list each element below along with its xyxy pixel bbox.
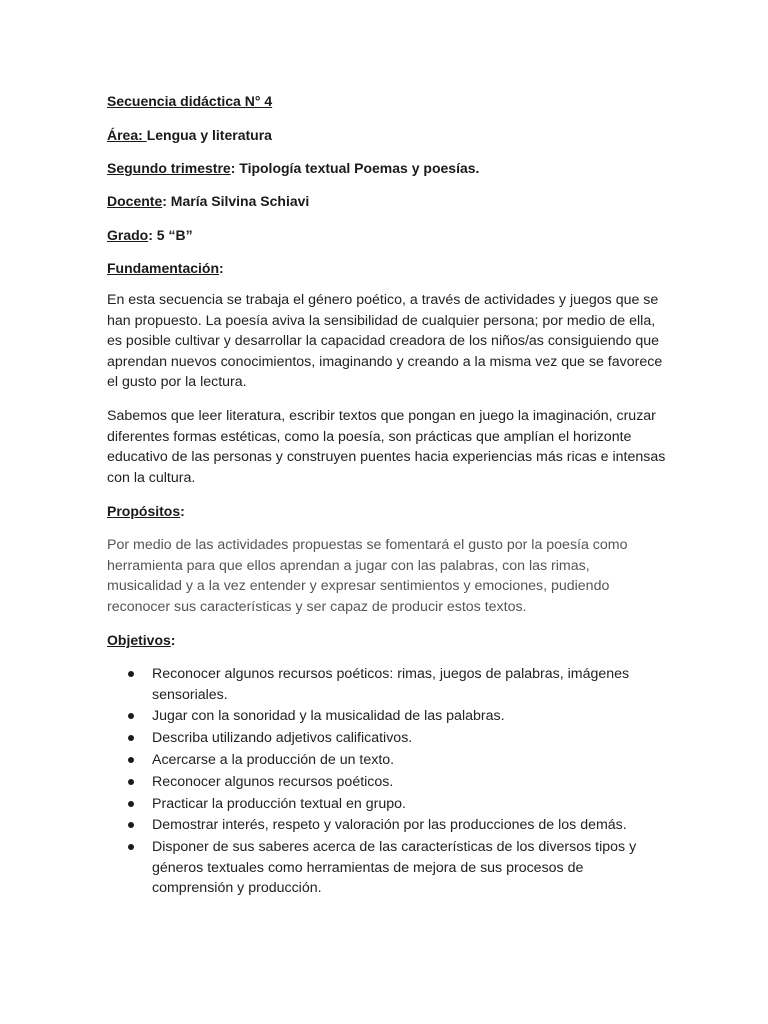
bullet-icon — [128, 757, 134, 763]
list-item — [107, 837, 667, 899]
bullet-icon — [128, 713, 134, 719]
grade-separator: : — [148, 227, 157, 243]
list-item — [107, 750, 667, 771]
term-line — [107, 159, 479, 177]
teacher-line — [107, 192, 309, 210]
term-separator: : — [230, 160, 240, 176]
objetivo-text: Disponer de sus saberes acerca de las características de los diversos tipos y géneros textuales como herramientas de mejora de sus procesos de comprensión y producción. — [152, 839, 637, 897]
bullet-icon — [128, 801, 134, 807]
propositos-paragraph: Por medio de las actividades propuestas se fomentará el gusto por la poesía como herramienta para que ellos aprendan a jugar con las palabras, con las rimas, musicalidad y a la vez entender y expresar sentimientos y emociones, pudiendo reconocer sus características y ser capaz de producir estos textos. — [107, 537, 628, 615]
objetivo-text: Practicar la producción textual en grupo. — [152, 795, 406, 812]
sequence-title-text: Secuencia didáctica N° 4 — [107, 93, 273, 109]
list-item — [107, 706, 667, 727]
term-value: Tipología textual Poemas y poesías. — [239, 160, 480, 176]
list-item — [107, 664, 667, 705]
objetivo-text: Demostrar interés, respeto y valoración por las producciones de los demás. — [152, 817, 627, 834]
term-label: Segundo trimestre — [107, 160, 231, 176]
list-item — [107, 794, 667, 815]
area-line — [107, 126, 272, 144]
grade-line — [107, 226, 193, 244]
fundamentacion-paragraph-2: Sabemos que leer literatura, escribir textos que pongan en juego la imaginación, cruzar diferentes formas estéticas, como la poesía, son prácticas que amplían el horizonte educativo de las personas y construyen puentes hacia experiencias más ricas e intensas con la cultura. — [107, 408, 666, 486]
fundamentacion-heading-text: Fundamentación — [107, 260, 220, 276]
objetivos-heading — [107, 631, 175, 649]
list-item — [107, 815, 667, 836]
propositos-heading — [107, 502, 185, 520]
fundamentacion-paragraph-1: En esta secuencia se trabaja el género poético, a través de actividades y juegos que se han propuesto. La poesía aviva la sensibilidad de cualquier persona; por medio de ella, es posible cultivar y desarrollar la capacidad creadora de los niños/as consiguiendo que aprendan nuevos conocimientos, imaginando y creando a la misma vez que se favorece el gusto por la lectura. — [107, 292, 663, 391]
objetivo-text: Jugar con la sonoridad y la musicalidad de las palabras. — [152, 708, 505, 725]
objetivos-heading-text: Objetivos — [107, 632, 171, 648]
fundamentacion-heading — [107, 259, 224, 277]
teacher-label: Docente — [107, 193, 163, 209]
bullet-icon — [128, 844, 134, 850]
objetivos-list — [107, 664, 667, 900]
objetivo-text: Reconocer algunos recursos poéticos. — [152, 773, 394, 790]
bullet-icon — [128, 822, 134, 828]
bullet-icon — [128, 779, 134, 785]
objetivo-text: Acercarse a la producción de un texto. — [152, 751, 395, 768]
area-value: Lengua y literatura — [146, 127, 272, 143]
bullet-icon — [128, 671, 134, 677]
bullet-icon — [128, 735, 134, 741]
list-item — [107, 728, 667, 749]
grade-label: Grado — [107, 227, 149, 243]
objetivos-heading-colon: : — [170, 632, 176, 648]
teacher-value: María Silvina Schiavi — [170, 193, 310, 209]
sequence-title — [107, 92, 272, 110]
area-label: Área: — [107, 127, 147, 143]
list-item — [107, 772, 667, 793]
objetivo-text: Reconocer algunos recursos poéticos: rimas, juegos de palabras, imágenes sensoriales. — [152, 666, 630, 703]
propositos-heading-text: Propósitos — [107, 503, 181, 519]
teacher-separator: : — [162, 193, 171, 209]
grade-value: 5 “B” — [156, 227, 193, 243]
fundamentacion-heading-colon: : — [219, 260, 224, 276]
objetivo-text: Describa utilizando adjetivos calificativos. — [152, 730, 413, 747]
propositos-heading-colon: : — [180, 503, 185, 519]
